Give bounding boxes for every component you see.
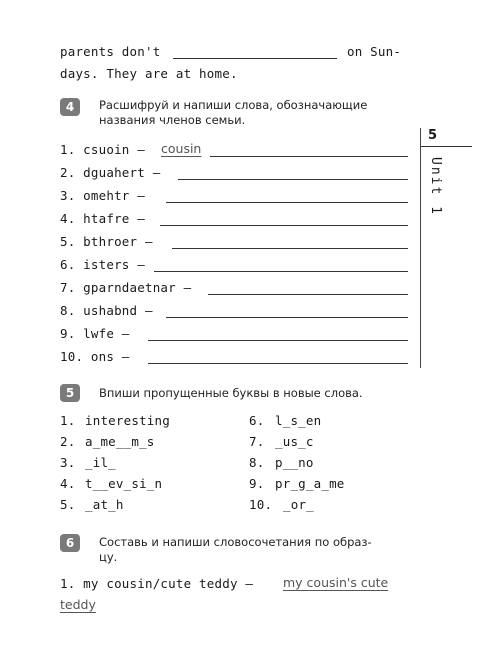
top-line-1a: parents don't [60,44,161,59]
ex6-example-label: 1. my cousin/cute teddy — [60,576,254,591]
side-rule [420,146,472,147]
ex4-item-3-label: 3. omehtr — [60,188,145,203]
ex4-item-8-line[interactable] [166,317,408,318]
ex4-item-6-line[interactable] [154,271,408,272]
ex5-item-4-num: 4. [60,476,76,491]
ex5-item-6-word[interactable]: l_s_en [275,413,322,428]
exercise-4-badge: 4 [60,98,80,116]
margin-rule [420,128,421,368]
ex4-item-10-line[interactable] [148,363,408,364]
ex5-item-6-num: 6. [249,413,265,428]
page-number: 5 [428,128,438,143]
top-line-2: days. They are at home. [60,66,238,81]
ex5-item-2-num: 2. [60,434,76,449]
ex4-item-7-label: 7. gparndaetnar — [60,280,192,295]
exercise-6-badge: 6 [60,534,80,552]
ex5-item-9-word[interactable]: pr_g_a_me [275,476,345,491]
ex4-item-3-line[interactable] [166,202,408,203]
ex4-item-10-label: 10. ons — [60,349,130,364]
ex4-item-8-label: 8. ushabnd — [60,303,153,318]
ex4-item-5-label: 5. bthroer — [60,234,153,249]
ex4-item-2-line[interactable] [178,179,408,180]
unit-label: Unit 1 [428,157,443,216]
ex4-item-1-line[interactable] [210,156,408,157]
ex5-item-7-num: 7. [249,434,265,449]
ex5-item-1-num: 1. [60,413,76,428]
top-line-1b: on Sun- [347,44,402,59]
ex5-item-5-num: 5. [60,497,76,512]
ex5-item-7-word[interactable]: _us_c [275,434,314,449]
exercise-4-instruction-1: Расшифруй и напиши слова, обозначающие [99,98,368,112]
ex4-item-2-label: 2. dguahert — [60,165,161,180]
ex5-item-1-word[interactable]: interesting [85,413,170,428]
ex5-item-8-num: 8. [249,455,265,470]
ex5-item-9-num: 9. [249,476,265,491]
ex4-item-1-label: 1. csuoin — [60,142,145,157]
ex5-item-2-word[interactable]: a_me__m_s [85,434,155,449]
ex5-item-10-num: 10. [249,497,273,512]
ex6-example-answer-2: teddy [60,597,96,612]
exercise-5-instruction: Впиши пропущенные буквы в новые слова. [99,386,363,400]
ex5-item-8-word[interactable]: p__no [275,455,314,470]
ex4-item-6-label: 6. isters — [60,257,145,272]
ex5-item-3-word[interactable]: _il_ [85,455,116,470]
ex4-item-4-label: 4. htafre — [60,211,145,226]
exercise-6-instruction-1: Составь и напиши словосочетания по образ- [99,535,372,549]
ex5-item-3-num: 3. [60,455,76,470]
ex4-item-1-answer: cousin [161,141,202,156]
ex4-item-9-line[interactable] [148,340,408,341]
answer-line-top[interactable] [173,58,337,59]
ex4-item-5-line[interactable] [172,248,408,249]
ex4-item-4-line[interactable] [160,225,408,226]
exercise-5-badge: 5 [60,384,80,402]
ex4-item-7-line[interactable] [208,294,408,295]
ex5-item-5-word[interactable]: _at_h [85,497,124,512]
ex4-item-9-label: 9. lwfe — [60,326,130,341]
exercise-6-instruction-2: цу. [99,550,118,564]
ex5-item-4-word[interactable]: t__ev_si_n [85,476,163,491]
exercise-4-instruction-2: названия членов семьи. [99,113,246,127]
ex5-item-10-word[interactable]: _or_ [283,497,314,512]
ex6-example-answer-1: my cousin's cute [283,575,389,590]
